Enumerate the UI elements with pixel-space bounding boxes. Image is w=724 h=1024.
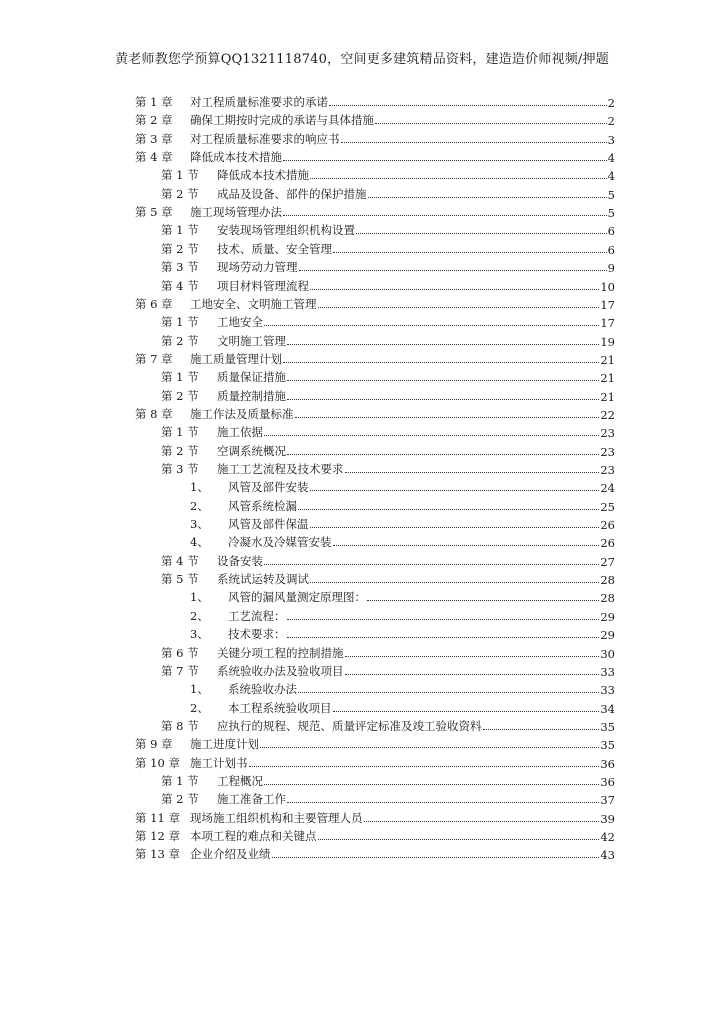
toc-entry-title: 施工质量管理计划 [190, 351, 282, 366]
toc-entry[interactable] [135, 808, 615, 826]
toc-entry-number: 第 8 节 [161, 718, 199, 733]
toc-entry[interactable] [135, 110, 615, 128]
toc-entry-title: 对工程质量标准要求的响应书 [190, 131, 340, 146]
toc-entry-page: 10 [600, 279, 615, 294]
toc-entry[interactable] [135, 826, 615, 844]
toc-entry-number: 第 2 章 [135, 113, 173, 128]
toc-entry-number: 第 12 章 [135, 829, 180, 843]
toc-dot-leader [364, 820, 600, 822]
toc-entry-title: 安装现场管理组织机构设置 [217, 223, 355, 238]
toc-entry-page: 23 [600, 444, 615, 459]
toc-entry-page: 36 [600, 756, 615, 771]
toc-dot-leader [264, 783, 599, 785]
toc-entry-number: 1、 [190, 480, 209, 495]
toc-entry-page: 9 [607, 261, 615, 276]
toc-entry-number: 第 1 节 [161, 773, 199, 788]
toc-dot-leader [283, 159, 607, 161]
toc-entry-title: 确保工期按时完成的承诺与具体措施 [190, 113, 374, 128]
toc-entry-number: 第 4 节 [161, 278, 199, 293]
toc-entry[interactable] [161, 331, 615, 349]
toc-dot-leader [345, 673, 600, 675]
toc-entry-title: 降低成本技术措施 [217, 168, 309, 183]
toc-entry[interactable] [190, 477, 615, 495]
toc-dot-leader [310, 177, 607, 179]
toc-entry[interactable] [135, 404, 615, 422]
toc-entry-title: 施工现场管理办法 [190, 205, 282, 220]
toc-entry-title: 文明施工管理 [217, 333, 286, 348]
toc-entry-page: 34 [600, 701, 615, 716]
toc-entry-title: 工地安全、文明施工管理 [190, 296, 317, 311]
toc-entry-title: 企业介绍及业绩 [190, 847, 271, 862]
toc-entry-number: 第 5 章 [135, 205, 173, 220]
toc-entry-number: 第 2 节 [161, 388, 199, 403]
toc-entry[interactable] [135, 92, 615, 110]
toc-dot-leader [310, 581, 599, 583]
toc-entry[interactable] [135, 129, 615, 147]
toc-entry[interactable] [161, 789, 615, 807]
toc-entry[interactable] [135, 753, 615, 771]
toc-entry[interactable] [190, 624, 615, 642]
toc-entry[interactable] [135, 147, 615, 165]
toc-entry-number: 3、 [190, 517, 209, 532]
toc-entry[interactable] [161, 257, 615, 275]
toc-entry[interactable] [161, 184, 615, 202]
toc-entry-title: 施工依据 [217, 425, 263, 440]
toc-entry-number: 第 2 节 [161, 443, 199, 458]
toc-entry-title: 工艺流程： [228, 608, 286, 623]
toc-entry-title: 施工进度计划 [190, 737, 259, 752]
toc-entry-number: 第 2 节 [161, 241, 199, 256]
toc-entry-title: 对工程质量标准要求的承诺 [190, 95, 328, 109]
toc-entry-page: 39 [600, 811, 615, 826]
toc-entry-number: 第 6 节 [161, 645, 199, 660]
toc-dot-leader [287, 379, 599, 381]
toc-entry-page: 3 [607, 132, 615, 147]
toc-entry-number: 第 3 章 [135, 131, 173, 146]
toc-entry-title: 风管系统检漏 [228, 498, 297, 513]
toc-entry-number: 2、 [190, 608, 209, 623]
toc-entry[interactable] [161, 459, 615, 477]
toc-entry[interactable] [190, 679, 615, 697]
toc-entry[interactable] [190, 514, 615, 532]
toc-entry-number: 第 10 章 [135, 755, 180, 770]
toc-dot-leader [260, 746, 599, 748]
toc-entry[interactable] [190, 698, 615, 716]
toc-entry-number: 第 1 节 [161, 370, 199, 385]
toc-entry[interactable] [161, 716, 615, 734]
toc-entry[interactable] [161, 422, 615, 440]
toc-entry-number: 第 8 章 [135, 406, 173, 421]
toc-entry[interactable] [161, 771, 615, 789]
toc-entry-number: 1、 [190, 682, 209, 697]
toc-entry-page: 26 [600, 518, 615, 533]
toc-entry-number: 第 1 章 [135, 95, 173, 109]
toc-entry-page: 30 [600, 646, 615, 661]
toc-entry-number: 2、 [190, 498, 209, 513]
toc-dot-leader [287, 636, 600, 638]
toc-entry-number: 第 11 章 [135, 810, 180, 825]
toc-entry-title: 风管的漏风量测定原理图： [228, 590, 366, 605]
toc-dot-leader [298, 691, 599, 693]
toc-entry-page: 28 [600, 591, 615, 606]
toc-entry-page: 28 [600, 573, 615, 588]
toc-dot-leader [287, 618, 600, 620]
toc-entry-number: 第 3 节 [161, 462, 199, 476]
toc-entry-number: 第 3 节 [161, 260, 199, 275]
toc-entry[interactable] [135, 734, 615, 752]
toc-entry-title: 降低成本技术措施 [190, 150, 282, 165]
toc-entry-page: 24 [600, 481, 615, 496]
toc-entry-page: 33 [600, 683, 615, 698]
toc-dot-leader [329, 104, 607, 106]
toc-entry-number: 1、 [190, 590, 209, 605]
toc-entry-title: 现场劳动力管理 [217, 260, 298, 275]
toc-entry-title: 现场施工组织机构和主要管理人员 [190, 810, 363, 825]
toc-entry-title: 应执行的规程、规范、质量评定标准及竣工验收资料 [217, 718, 482, 733]
toc-entry[interactable] [161, 441, 615, 459]
toc-entry-title: 施工计划书 [190, 755, 248, 770]
toc-entry[interactable] [161, 551, 615, 569]
toc-dot-leader [283, 361, 599, 363]
toc-entry-number: 第 7 章 [135, 351, 173, 366]
toc-entry-page: 21 [600, 389, 615, 404]
toc-entry[interactable] [161, 643, 615, 661]
toc-entry-title: 关键分项工程的控制措施 [217, 645, 344, 660]
toc-entry-title: 质量保证措施 [217, 370, 286, 385]
toc-entry-title: 设备安装 [217, 553, 263, 568]
toc-dot-leader [345, 655, 600, 657]
toc-dot-leader [310, 526, 600, 528]
toc-dot-leader [333, 710, 600, 712]
toc-dot-leader [333, 544, 600, 546]
toc-entry-number: 第 4 节 [161, 553, 199, 568]
toc-entry-number: 第 13 章 [135, 847, 180, 862]
toc-entry-title: 风管及部件安装 [228, 480, 309, 495]
toc-entry-title: 质量控制措施 [217, 388, 286, 403]
toc-entry-page: 21 [600, 352, 615, 367]
toc-entry-number: 第 5 节 [161, 572, 199, 587]
toc-entry-number: 第 1 节 [161, 168, 199, 183]
toc-entry-number: 4、 [190, 535, 209, 550]
toc-entry-number: 第 1 节 [161, 315, 199, 330]
toc-entry-page: 5 [607, 206, 615, 221]
toc-entry[interactable] [161, 569, 615, 587]
toc-entry-page: 4 [607, 169, 615, 184]
toc-entry-page: 37 [600, 793, 615, 808]
toc-entry-title: 工程概况 [217, 773, 263, 788]
toc-dot-leader [318, 838, 600, 840]
toc-entry-number: 第 2 节 [161, 792, 199, 807]
toc-entry-page: 36 [600, 774, 615, 789]
toc-entry-page: 2 [607, 96, 615, 110]
toc-entry-page: 4 [607, 151, 615, 166]
toc-dot-leader [310, 288, 599, 290]
toc-entry[interactable] [135, 202, 615, 220]
toc-entry-number: 第 1 节 [161, 425, 199, 440]
toc-entry-title: 系统验收办法 [228, 682, 297, 697]
toc-entry-page: 29 [600, 609, 615, 624]
toc-dot-leader [333, 251, 607, 253]
toc-entry-number: 2、 [190, 700, 209, 715]
toc-entry-page: 33 [600, 664, 615, 679]
toc-entry-page: 26 [600, 536, 615, 551]
toc-dot-leader [264, 563, 599, 565]
toc-entry[interactable] [161, 386, 615, 404]
toc-entry-number: 第 1 节 [161, 223, 199, 238]
toc-entry-title: 技术、质量、安全管理 [217, 241, 332, 256]
toc-dot-leader [264, 434, 599, 436]
toc-entry-title: 冷凝水及冷媒管安装 [228, 535, 332, 550]
toc-entry-page: 23 [600, 463, 615, 477]
toc-entry-page: 35 [600, 738, 615, 753]
toc-entry[interactable] [161, 276, 615, 294]
toc-entry[interactable] [161, 220, 615, 238]
toc-dot-leader [483, 728, 600, 730]
toc-entry-page: 25 [600, 499, 615, 514]
toc-dot-leader [272, 856, 600, 858]
toc-dot-leader [345, 471, 600, 473]
toc-dot-leader [249, 765, 600, 767]
toc-entry-title: 系统验收办法及验收项目 [217, 663, 344, 678]
toc-dot-leader [298, 508, 599, 510]
toc-entry-page: 17 [600, 316, 615, 331]
page-header: 黄老师教您学预算QQ1321118740，空间更多建筑精品资料，建造造价师视频/押题 [115, 52, 609, 67]
toc-entry-page: 2 [607, 114, 615, 129]
toc-entry-page: 27 [600, 554, 615, 569]
toc-entry-page: 17 [600, 297, 615, 312]
toc-dot-leader [368, 196, 607, 198]
toc-entry-title: 系统试运转及调试 [217, 572, 309, 587]
toc-dot-leader [283, 214, 607, 216]
toc-entry-title: 施工工艺流程及技术要求 [217, 462, 344, 476]
toc-entry[interactable] [161, 661, 615, 679]
toc-dot-leader [341, 141, 607, 143]
toc-entry[interactable] [190, 496, 615, 514]
toc-entry-title: 成品及设备、部件的保护措施 [217, 186, 367, 201]
toc-dot-leader [295, 416, 600, 418]
toc-entry[interactable] [135, 844, 615, 862]
toc-dot-leader [287, 801, 599, 803]
toc-entry[interactable] [190, 532, 615, 550]
toc-entry-title: 技术要求： [228, 627, 286, 642]
toc-entry-page: 6 [607, 224, 615, 239]
toc-entry[interactable] [135, 294, 615, 312]
toc-dot-leader [375, 122, 607, 124]
toc-entry[interactable] [135, 349, 615, 367]
toc-entry[interactable] [190, 606, 615, 624]
toc-entry-page: 5 [607, 187, 615, 202]
toc-entry[interactable] [161, 312, 615, 330]
toc-dot-leader [287, 453, 599, 455]
toc-entry-page: 43 [600, 848, 615, 863]
toc-entry-page: 29 [600, 628, 615, 643]
toc-entry[interactable] [161, 239, 615, 257]
toc-dot-leader [299, 269, 607, 271]
toc-entry-page: 42 [600, 830, 615, 844]
toc-entry[interactable] [190, 587, 615, 605]
toc-entry[interactable] [161, 367, 615, 385]
toc-entry-title: 项目材料管理流程 [217, 278, 309, 293]
toc-entry-title: 空调系统概况 [217, 443, 286, 458]
toc-dot-leader [287, 343, 599, 345]
toc-entry[interactable] [161, 165, 615, 183]
toc-entry-number: 第 2 节 [161, 333, 199, 348]
toc-entry-number: 第 7 节 [161, 663, 199, 678]
toc-dot-leader [367, 599, 599, 601]
toc-entry-title: 本工程系统验收项目 [228, 700, 332, 715]
toc-entry-page: 35 [600, 719, 615, 734]
toc-dot-leader [318, 306, 600, 308]
toc-entry-page: 21 [600, 371, 615, 386]
toc-entry-page: 19 [600, 334, 615, 349]
toc-entry-page: 6 [607, 242, 615, 257]
toc-entry-number: 第 2 节 [161, 186, 199, 201]
toc-entry-number: 3、 [190, 627, 209, 642]
toc-entry-title: 工地安全 [217, 315, 263, 330]
toc-entry-number: 第 9 章 [135, 737, 173, 752]
toc-dot-leader [287, 398, 599, 400]
toc-entry-number: 第 6 章 [135, 296, 173, 311]
toc-entry-title: 施工作法及质量标准 [190, 406, 294, 421]
toc-entry-page: 22 [600, 407, 615, 422]
toc-dot-leader [264, 324, 599, 326]
toc-dot-leader [310, 489, 600, 491]
toc-entry-number: 第 4 章 [135, 150, 173, 165]
toc-entry-title: 施工准备工作 [217, 792, 286, 807]
toc-entry-title: 风管及部件保温 [228, 517, 309, 532]
toc-entry-title: 本项工程的难点和关键点 [190, 829, 317, 843]
toc-entry-page: 23 [600, 426, 615, 441]
toc-dot-leader [356, 232, 607, 234]
